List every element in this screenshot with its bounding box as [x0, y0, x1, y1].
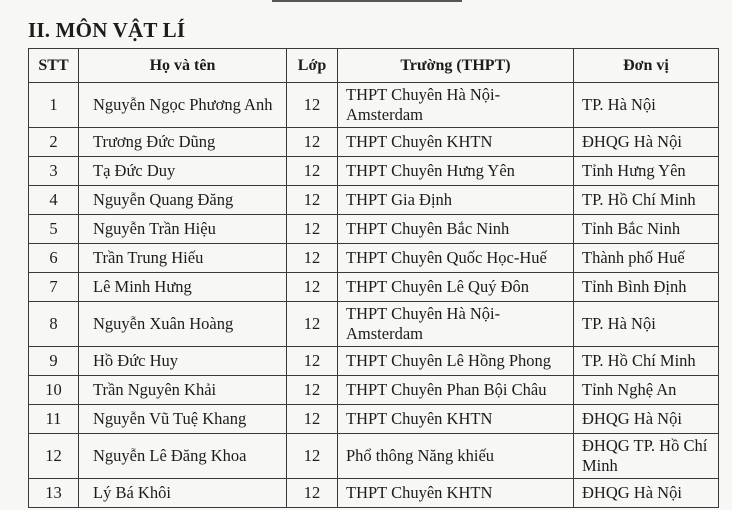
cell-name: Trương Đức Dũng [79, 128, 287, 157]
cell-school: THPT Chuyên Lê Quý Đôn [338, 273, 574, 302]
table-row [29, 434, 719, 479]
table-row [29, 186, 719, 215]
cell-name: Trần Nguyên Khải [79, 376, 287, 405]
cell-name: Nguyễn Xuân Hoàng [79, 302, 287, 347]
cell-grade: 12 [287, 186, 338, 215]
cell-name: Nguyễn Lê Đăng Khoa [79, 434, 287, 479]
cell-name: Hồ Đức Huy [79, 347, 287, 376]
cell-unit: Tỉnh Bắc Ninh [574, 215, 719, 244]
cell-grade: 12 [287, 273, 338, 302]
cell-school: THPT Chuyên Bắc Ninh [338, 215, 574, 244]
cell-stt: 6 [29, 244, 79, 273]
table-row [29, 405, 719, 434]
cell-school: THPT Chuyên Hà Nội-Amsterdam [338, 83, 574, 128]
cell-grade: 12 [287, 434, 338, 479]
table-row [29, 157, 719, 186]
results-table [28, 48, 719, 508]
cell-school: THPT Chuyên Phan Bội Châu [338, 376, 574, 405]
cell-school: THPT Chuyên KHTN [338, 479, 574, 508]
cell-school: Phổ thông Năng khiếu [338, 434, 574, 479]
cell-grade: 12 [287, 347, 338, 376]
top-rule [272, 0, 462, 2]
cell-school: THPT Chuyên KHTN [338, 405, 574, 434]
header-unit: Đơn vị [574, 49, 719, 83]
header-grade: Lớp [287, 49, 338, 83]
cell-grade: 12 [287, 376, 338, 405]
cell-name: Nguyễn Quang Đăng [79, 186, 287, 215]
cell-school: THPT Chuyên Lê Hồng Phong [338, 347, 574, 376]
cell-unit: ĐHQG Hà Nội [574, 128, 719, 157]
header-name: Họ và tên [79, 49, 287, 83]
cell-name: Tạ Đức Duy [79, 157, 287, 186]
table-row [29, 273, 719, 302]
cell-unit: ĐHQG Hà Nội [574, 479, 719, 508]
table-row [29, 347, 719, 376]
cell-school: THPT Chuyên Hà Nội-Amsterdam [338, 302, 574, 347]
cell-name: Nguyễn Ngọc Phương Anh [79, 83, 287, 128]
cell-stt: 2 [29, 128, 79, 157]
cell-stt: 10 [29, 376, 79, 405]
cell-school: THPT Chuyên Quốc Học-Huế [338, 244, 574, 273]
cell-school: THPT Gia Định [338, 186, 574, 215]
cell-school: THPT Chuyên KHTN [338, 128, 574, 157]
cell-school: THPT Chuyên Hưng Yên [338, 157, 574, 186]
cell-stt: 9 [29, 347, 79, 376]
cell-grade: 12 [287, 405, 338, 434]
cell-grade: 12 [287, 244, 338, 273]
cell-stt: 12 [29, 434, 79, 479]
cell-stt: 11 [29, 405, 79, 434]
cell-stt: 5 [29, 215, 79, 244]
cell-unit: ĐHQG Hà Nội [574, 405, 719, 434]
cell-stt: 8 [29, 302, 79, 347]
cell-name: Lý Bá Khôi [79, 479, 287, 508]
table-row [29, 376, 719, 405]
table-row [29, 128, 719, 157]
header-row [29, 49, 719, 83]
cell-stt: 1 [29, 83, 79, 128]
cell-grade: 12 [287, 302, 338, 347]
table-row [29, 215, 719, 244]
table-row [29, 479, 719, 508]
cell-unit: TP. Hồ Chí Minh [574, 347, 719, 376]
cell-grade: 12 [287, 157, 338, 186]
header-stt: STT [29, 49, 79, 83]
cell-name: Lê Minh Hưng [79, 273, 287, 302]
cell-unit: Tỉnh Hưng Yên [574, 157, 719, 186]
cell-stt: 7 [29, 273, 79, 302]
cell-name: Trần Trung Hiếu [79, 244, 287, 273]
cell-grade: 12 [287, 215, 338, 244]
cell-unit: Thành phố Huế [574, 244, 719, 273]
header-school: Trường (THPT) [338, 49, 574, 83]
table-row [29, 302, 719, 347]
cell-unit: TP. Hà Nội [574, 302, 719, 347]
cell-unit: TP. Hà Nội [574, 83, 719, 128]
section-title: II. MÔN VẬT LÍ [28, 18, 186, 42]
cell-stt: 13 [29, 479, 79, 508]
cell-unit: Tỉnh Nghệ An [574, 376, 719, 405]
cell-unit: Tỉnh Bình Định [574, 273, 719, 302]
table-row [29, 83, 719, 128]
cell-stt: 4 [29, 186, 79, 215]
cell-unit: ĐHQG TP. Hồ Chí Minh [574, 434, 719, 479]
table-row [29, 244, 719, 273]
cell-stt: 3 [29, 157, 79, 186]
cell-grade: 12 [287, 479, 338, 508]
cell-name: Nguyễn Vũ Tuệ Khang [79, 405, 287, 434]
cell-grade: 12 [287, 128, 338, 157]
cell-name: Nguyễn Trần Hiệu [79, 215, 287, 244]
cell-grade: 12 [287, 83, 338, 128]
cell-unit: TP. Hồ Chí Minh [574, 186, 719, 215]
